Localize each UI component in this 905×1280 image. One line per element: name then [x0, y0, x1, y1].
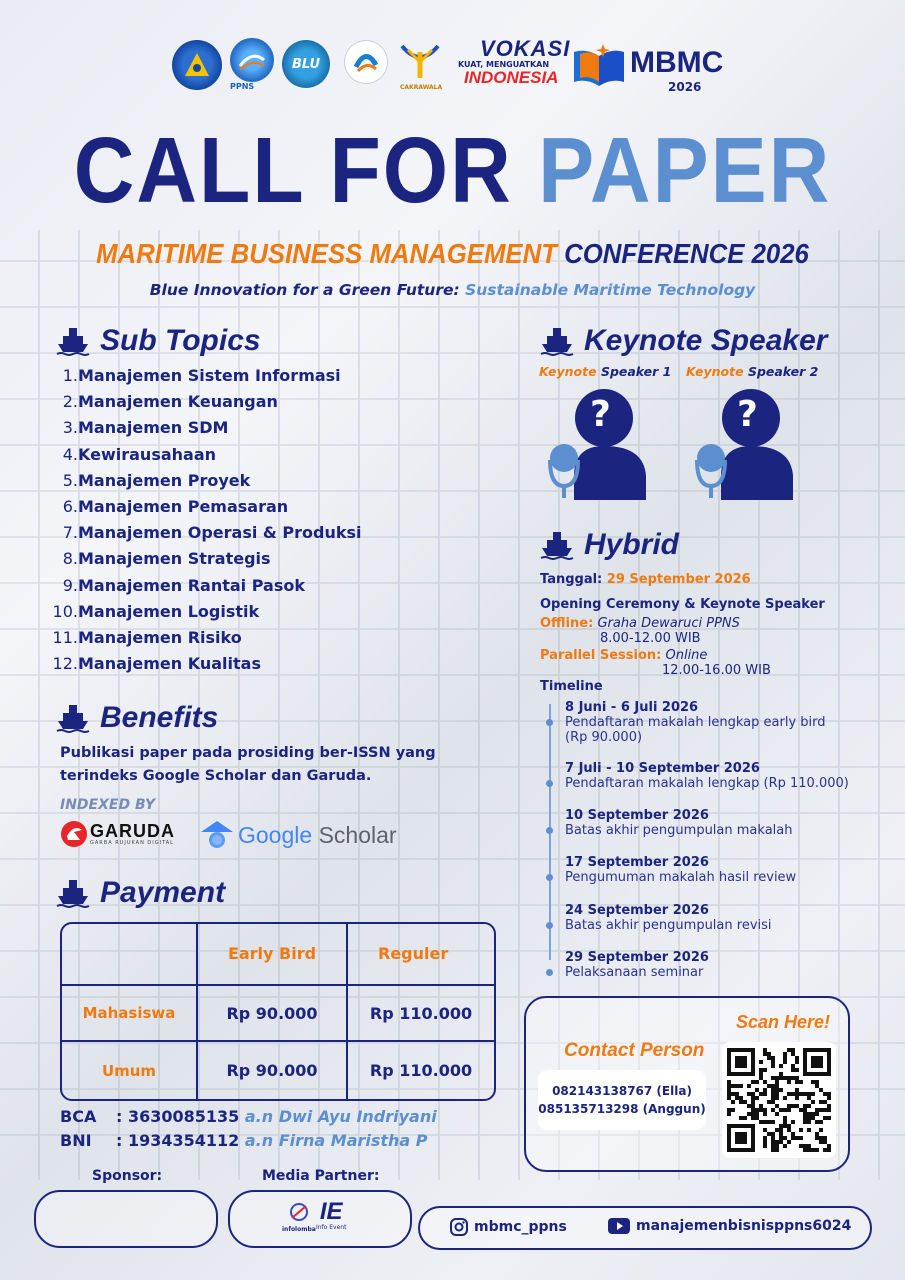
ship-icon: [56, 878, 90, 908]
social-box: [418, 1206, 872, 1250]
sub-topic-item: [52, 445, 362, 471]
payment-heading: [56, 876, 225, 910]
speaker1-avatar: [546, 388, 656, 506]
ie-subtext: Info Event: [316, 1224, 347, 1231]
offline-place: Graha Dewaruci PPNS: [597, 616, 740, 631]
ppns-logo-text: PPNS: [230, 82, 255, 91]
bank-bca: [60, 1107, 437, 1126]
parallel-label: Parallel Session:: [540, 648, 662, 663]
google-scholar-logo: [200, 818, 397, 852]
contact-phone-2[interactable]: 085135713298 (Anggun): [538, 1102, 706, 1116]
youtube-handle: manajemenbisnisppns6024: [636, 1218, 852, 1234]
sub-topic-number: 11.: [52, 627, 78, 647]
wave-logo: [344, 40, 388, 84]
blu-logo: [282, 40, 330, 88]
parallel-time: 12.00-16.00 WIB: [662, 663, 771, 678]
conference-name-navy: CONFERENCE 2026: [564, 238, 809, 269]
payment-table: [60, 922, 496, 1101]
conference-name: [36, 238, 869, 270]
timeline-desc-extra: (Rp 90.000): [565, 730, 643, 745]
timeline-date: 10 September 2026: [565, 808, 709, 823]
sub-topic-number: 3.: [62, 418, 78, 438]
timeline-item: [565, 855, 796, 885]
tagline-part2: Sustainable Maritime Technology: [465, 281, 756, 299]
garuda-subtext: GARBA RUJUKAN DIGITAL: [90, 840, 174, 846]
timeline-date: 8 Juni - 6 Juli 2026: [565, 700, 699, 715]
speaker1-label: [539, 364, 671, 379]
benefit-line2: terindeks Google Scholar dan Garuda.: [60, 768, 372, 784]
garuda-logo: [60, 820, 175, 848]
keynote-title: Keynote Speaker: [584, 324, 828, 357]
sub-topic-item: [52, 523, 362, 549]
speaker2-avatar: [693, 388, 803, 506]
hybrid-date-value: 29 September 2026: [606, 572, 751, 587]
ship-icon: [540, 326, 574, 356]
ship-icon: [56, 326, 90, 356]
timeline-item: [565, 903, 772, 933]
scholar-word: Scholar: [318, 821, 397, 848]
google-word: Google: [238, 821, 313, 848]
sub-topic-number: 1.: [62, 366, 78, 385]
timeline-dot: [546, 922, 553, 929]
infolomba-text: infolomba: [282, 1226, 316, 1233]
speaker2-label-a: Keynote: [686, 364, 744, 379]
youtube-link[interactable]: [608, 1218, 851, 1234]
timeline-date: 24 September 2026: [565, 903, 709, 918]
speaker1-label-a: Keynote: [539, 364, 597, 379]
contact-phone-1[interactable]: 082143138767 (Ella): [552, 1084, 692, 1098]
timeline-dot: [546, 827, 553, 834]
keynote-heading: [540, 324, 827, 358]
speaker2-label-b: Speaker 2: [747, 364, 819, 379]
timeline-desc: Batas akhir pengumpulan revisi: [565, 918, 772, 933]
offline-time: 8.00-12.00 WIB: [600, 631, 701, 646]
timeline-date: 7 Juli - 10 September 2026: [565, 761, 760, 776]
sub-topic-number: 10.: [52, 601, 78, 621]
media-partner-label: Media Partner:: [262, 1168, 380, 1184]
instagram-link[interactable]: [450, 1218, 567, 1236]
hybrid-date: [540, 572, 751, 587]
infolomba-logo: [282, 1202, 316, 1233]
benefits-title: Benefits: [100, 701, 219, 734]
blu-logo-text: BLU: [291, 56, 321, 72]
sub-topic-label: Manajemen SDM: [78, 418, 229, 438]
bank-bni: [60, 1131, 428, 1150]
sub-topics-title: Sub Topics: [100, 324, 261, 357]
instagram-icon: [450, 1218, 468, 1236]
cakrawala-logo-text: CAKRAWALA: [400, 84, 443, 91]
bni-number: : 1934354112: [116, 1131, 240, 1150]
speaker2-label: [686, 364, 818, 379]
table-row: [62, 1041, 494, 1099]
timeline-dot: [546, 719, 553, 726]
infolomba-icon: [288, 1202, 310, 1222]
sub-topic-item: [52, 418, 362, 444]
contact-box: [524, 996, 850, 1172]
indexed-by-label: INDEXED BY: [60, 797, 156, 813]
timeline-dot: [546, 780, 553, 787]
sub-topic-number: 12.: [52, 654, 78, 674]
sub-topic-item: [52, 366, 362, 392]
timeline-date: 29 September 2026: [565, 950, 709, 965]
sub-topics-list: [52, 366, 362, 680]
row-label-mahasiswa: Mahasiswa: [62, 985, 197, 1042]
sub-topic-item: [52, 497, 362, 523]
benefits-heading: [56, 701, 218, 735]
sub-topic-item: [52, 576, 362, 602]
sub-topic-item: [52, 471, 362, 497]
sub-topic-label: Manajemen Logistik: [78, 601, 260, 621]
ie-text: IE: [319, 1198, 343, 1225]
ship-icon: [56, 703, 90, 733]
mbmc-book-icon: [570, 42, 628, 92]
timeline-desc: Pendaftaran makalah lengkap early bird: [565, 715, 826, 730]
sub-topic-number: 2.: [62, 392, 78, 412]
payment-table-corner: [62, 924, 197, 985]
vokasi-logo-bottom: INDONESIA: [464, 68, 559, 87]
timeline-desc: Pengumuman makalah hasil review: [565, 870, 797, 885]
cakrawala-logo: [398, 38, 442, 82]
price-mahasiswa-early: Rp 90.000: [197, 985, 347, 1042]
youtube-icon: [608, 1218, 630, 1234]
sub-topic-number: 4.: [62, 444, 78, 464]
parallel-info: [540, 648, 771, 678]
sub-topic-label: Manajemen Proyek: [78, 470, 251, 490]
sub-topic-item: [52, 654, 362, 680]
timeline-desc: Pelaksanaan seminar: [565, 965, 704, 980]
sub-topic-number: 9.: [62, 575, 78, 595]
vokasi-logo-mid: KUAT, MENGUATKAN: [458, 60, 550, 69]
ship-icon: [540, 530, 574, 560]
timeline-item: [565, 761, 849, 791]
scholar-icon: [200, 818, 234, 852]
qr-code[interactable]: [722, 1042, 836, 1158]
tutwuri-logo: [172, 40, 222, 90]
vokasi-logo-top: VOKASI: [480, 36, 571, 61]
price-mahasiswa-reguler: Rp 110.000: [347, 985, 494, 1042]
info-event-logo: [316, 1200, 346, 1231]
bni-name: a.n Firna Maristha P: [244, 1131, 428, 1150]
sub-topic-label: Manajemen Keuangan: [78, 392, 278, 412]
speaker2-unknown-mark: ?: [737, 394, 758, 435]
benefit-line1: Publikasi paper pada prosiding ber-ISSN yang: [60, 745, 436, 761]
parallel-place: Online: [665, 648, 708, 663]
main-title: [0, 118, 905, 222]
title-paper: PAPER: [538, 118, 832, 222]
hybrid-heading: [540, 528, 679, 562]
tagline-part1: Blue Innovation for a Green Future:: [149, 281, 460, 299]
sub-topic-label: Manajemen Strategis: [78, 549, 271, 569]
offline-info: [540, 616, 740, 646]
bni-label: BNI: [60, 1131, 92, 1150]
ppns-logo: [230, 38, 274, 82]
bca-label: BCA: [60, 1107, 97, 1126]
logo-strip: [168, 38, 748, 98]
sub-topic-item: [52, 628, 362, 654]
timeline-item: [565, 700, 826, 745]
speaker1-unknown-mark: ?: [590, 394, 611, 435]
qr-code-image: [727, 1048, 831, 1152]
sub-topic-label: Manajemen Pemasaran: [78, 496, 289, 516]
timeline-item: [565, 950, 709, 980]
sub-topic-item: [52, 392, 362, 418]
mbmc-logo-text: MBMC: [630, 46, 724, 79]
sub-topic-label: Kewirausahaan: [78, 444, 217, 464]
speaker1-label-b: Speaker 1: [600, 364, 672, 379]
mbmc-logo-year: 2026: [668, 80, 702, 94]
benefit-text: [60, 742, 436, 788]
sub-topic-number: 7.: [62, 523, 78, 543]
timeline-dot: [546, 874, 553, 881]
hybrid-title: Hybrid: [584, 528, 680, 561]
sub-topic-number: 6.: [62, 496, 78, 516]
sub-topic-item: [52, 602, 362, 628]
vokasi-logo: [456, 36, 571, 94]
sub-topic-label: Manajemen Sistem Informasi: [78, 366, 341, 385]
sub-topic-label: Manajemen Operasi & Produksi: [78, 523, 362, 543]
offline-label: Offline:: [540, 616, 594, 631]
media-partner-box: [228, 1190, 412, 1248]
sub-topic-label: Manajemen Kualitas: [78, 654, 261, 674]
sponsor-box: [34, 1190, 218, 1248]
timeline-date: 17 September 2026: [565, 855, 709, 870]
table-row: [62, 985, 494, 1042]
header-early-bird: Early Bird: [197, 924, 347, 985]
title-call-for: CALL FOR: [73, 118, 513, 222]
timeline-item: [565, 808, 792, 838]
sub-topic-item: [52, 549, 362, 575]
payment-title: Payment: [100, 876, 226, 909]
timeline-label: Timeline: [540, 679, 603, 694]
sponsor-label: Sponsor:: [92, 1168, 163, 1184]
price-umum-reguler: Rp 110.000: [347, 1041, 494, 1099]
contact-phones: [538, 1070, 706, 1130]
sub-topic-number: 5.: [62, 470, 78, 490]
sub-topic-label: Manajemen Risiko: [78, 627, 242, 647]
tagline: [0, 281, 905, 299]
timeline-desc: Pendaftaran makalah lengkap (Rp 110.000): [565, 776, 849, 791]
header-reguler: Reguler: [347, 924, 494, 985]
price-umum-early: Rp 90.000: [197, 1041, 347, 1099]
bca-number: : 3630085135: [116, 1107, 240, 1126]
bca-name: a.n Dwi Ayu Indriyani: [244, 1107, 437, 1126]
instagram-handle: mbmc_ppns: [474, 1219, 567, 1235]
timeline-desc: Batas akhir pengumpulan makalah: [565, 823, 793, 838]
timeline-dot: [546, 969, 553, 976]
opening-ceremony: Opening Ceremony & Keynote Speaker: [540, 597, 825, 612]
sub-topics-heading: [56, 324, 261, 358]
sub-topic-label: Manajemen Rantai Pasok: [78, 575, 305, 595]
contact-heading: Contact Person: [564, 1040, 705, 1061]
garuda-icon: [60, 820, 88, 848]
sub-topic-number: 8.: [62, 549, 78, 569]
scan-here-label: Scan Here!: [736, 1012, 831, 1032]
garuda-text: GARUDA: [90, 821, 175, 841]
row-label-umum: Umum: [62, 1041, 197, 1099]
conference-name-orange: MARITIME BUSINESS MANAGEMENT: [96, 238, 557, 269]
hybrid-date-label: Tanggal:: [540, 572, 603, 587]
